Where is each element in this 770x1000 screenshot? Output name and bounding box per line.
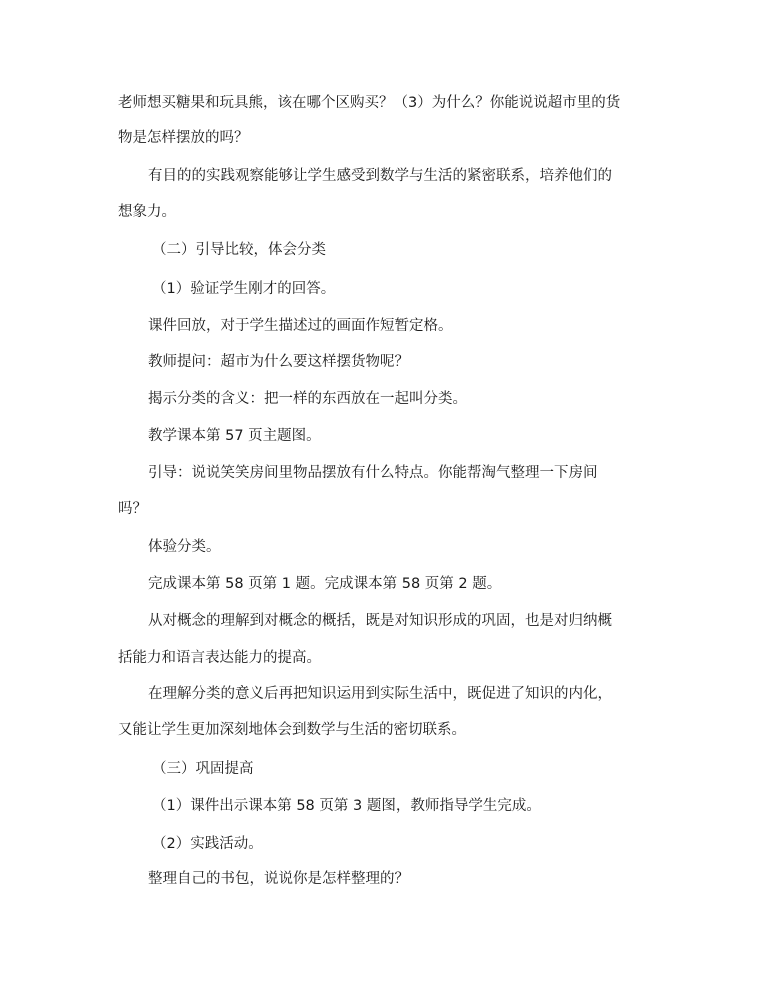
paragraph-line: 体验分类。 [148, 539, 221, 555]
paragraph-line: （2）实践活动。 [152, 836, 263, 852]
paragraph-line: 想象力。 [118, 204, 176, 220]
paragraph-line: 揭示分类的含义：把一样的东西放在一起叫分类。 [148, 391, 467, 407]
paragraph-line: 括能力和语言表达能力的提高。 [118, 650, 321, 666]
paragraph-line: （1）验证学生刚才的回答。 [152, 281, 336, 297]
paragraph-line: 又能让学生更加深刻地体会到数学与生活的密切联系。 [118, 722, 466, 738]
section-heading: （二）引导比较，体会分类 [152, 242, 326, 258]
paragraph-line: 教师提问：超市为什么要这样摆货物呢？ [148, 354, 409, 370]
paragraph-line: 整理自己的书包，说说你是怎样整理的？ [148, 871, 409, 887]
paragraph-line: 在理解分类的意义后再把知识运用到实际生活中，既促进了知识的内化， [148, 686, 612, 702]
paragraph-line: （1）课件出示课本第 58 页第 3 题图，教师指导学生完成。 [152, 798, 541, 814]
paragraph-line: 课件回放，对于学生描述过的画面作短暂定格。 [148, 318, 453, 334]
paragraph-line: 从对概念的理解到对概念的概括，既是对知识形成的巩固，也是对归纳概 [148, 613, 612, 629]
paragraph-line: 引导：说说笑笑房间里物品摆放有什么特点。你能帮淘气整理一下房间 [148, 465, 598, 481]
paragraph-line: 教学课本第 57 页主题图。 [148, 428, 321, 444]
section-heading: （三）巩固提高 [152, 761, 254, 777]
paragraph-line: 有目的的实践观察能够让学生感受到数学与生活的紧密联系，培养他们的 [148, 168, 612, 184]
paragraph-line: 物是怎样摆放的吗？ [118, 130, 249, 146]
paragraph-line: 老师想买糖果和玩具熊，该在哪个区购买？（3）为什么？你能说说超市里的货 [118, 95, 621, 111]
paragraph-line: 吗？ [118, 501, 147, 517]
paragraph-line: 完成课本第 58 页第 1 题。完成课本第 58 页第 2 题。 [148, 576, 502, 592]
